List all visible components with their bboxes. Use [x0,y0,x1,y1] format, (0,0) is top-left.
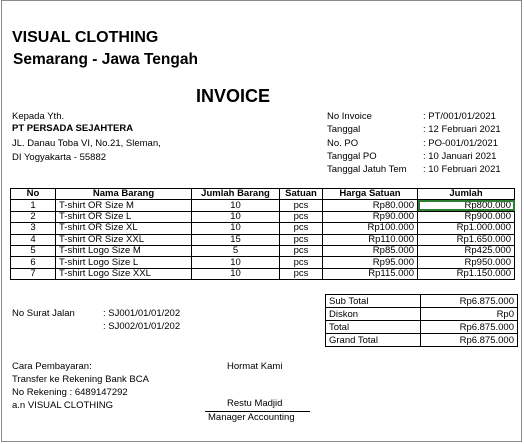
company-city: Semarang - Jawa Tengah [13,51,198,68]
header-quantity: Jumlah Barang [192,189,280,200]
signature-position: Manager Accounting [208,412,295,423]
row-no[interactable]: 3 [11,223,56,234]
row-amount[interactable]: Rp950.000 [418,257,515,268]
row-unit[interactable]: pcs [280,223,323,234]
row-no[interactable]: 4 [11,234,56,245]
header-unit: Satuan [280,189,323,200]
row-no[interactable]: 7 [11,268,56,279]
row-quantity[interactable]: 10 [192,257,280,268]
header-item-name: Nama Barang [56,189,192,200]
meta-value-po-no: : PO-001/01/2021 [423,138,498,149]
subtotal-value[interactable]: Rp6.875.000 [421,295,518,308]
row-item-name[interactable]: T-shirt OR Size XXL [56,234,192,245]
payment-account-name: a.n VISUAL CLOTHING [12,400,114,411]
row-unit[interactable]: pcs [280,245,323,256]
surat-jalan-label: No Surat Jalan [12,308,75,319]
totals-table [325,294,518,347]
recipient-address-2: DI Yogyakarta - 55882 [12,152,107,163]
row-amount[interactable]: Rp1.000.000 [418,223,515,234]
subtotal-label[interactable]: Sub Total [326,295,421,308]
payment-account-no: No Rekening : 6489147292 [12,387,128,398]
surat-jalan-value-2: : SJ002/01/01/202 [103,321,181,332]
row-unit-price[interactable]: Rp95.000 [323,257,418,268]
table-row [11,234,515,245]
totals-row [326,321,518,334]
discount-label[interactable]: Diskon [326,308,421,321]
row-unit-price[interactable]: Rp90.000 [323,211,418,222]
row-item-name[interactable]: T-shirt Logo Size XXL [56,268,192,279]
totals-row [326,295,518,308]
row-quantity[interactable]: 10 [192,200,280,211]
row-unit[interactable]: pcs [280,234,323,245]
row-item-name[interactable]: T-shirt Logo Size L [56,257,192,268]
row-amount[interactable]: Rp1.650.000 [418,234,515,245]
invoice-title: INVOICE [196,86,271,106]
payment-bank: Transfer ke Rekening Bank BCA [12,374,149,385]
grand-total-label[interactable]: Grand Total [326,334,421,347]
header-amount: Jumlah [418,189,515,200]
meta-value-po-date: : 10 Januari 2021 [423,151,497,162]
table-header-row [11,189,515,200]
row-no[interactable]: 2 [11,211,56,222]
items-table [10,188,515,280]
meta-label-po-no: No. PO [327,138,359,149]
row-unit[interactable]: pcs [280,257,323,268]
row-no[interactable]: 6 [11,257,56,268]
meta-label-invoice-no: No Invoice [327,111,372,122]
row-unit[interactable]: pcs [280,200,323,211]
table-row [11,257,515,268]
total-value[interactable]: Rp6.875.000 [421,321,518,334]
totals-row [326,308,518,321]
row-unit[interactable]: pcs [280,268,323,279]
meta-label-date: Tanggal [327,124,361,135]
row-item-name[interactable]: T-shirt OR Size L [56,211,192,222]
row-unit-price[interactable]: Rp100.000 [323,223,418,234]
row-unit-price[interactable]: Rp85.000 [323,245,418,256]
recipient-address-1: JL. Danau Toba VI, No.21, Sleman, [12,138,161,149]
grand-total-value[interactable]: Rp6.875.000 [421,334,518,347]
discount-value[interactable]: Rp0 [421,308,518,321]
table-row [11,200,515,211]
meta-label-due-date: Tanggal Jatuh Tem [327,164,407,175]
row-item-name[interactable]: T-shirt OR Size M [56,200,192,211]
row-item-name[interactable]: T-shirt Logo Size M [56,245,192,256]
row-quantity[interactable]: 10 [192,268,280,279]
total-label[interactable]: Total [326,321,421,334]
table-row [11,245,515,256]
row-quantity[interactable]: 5 [192,245,280,256]
company-name: VISUAL CLOTHING [12,29,159,46]
row-quantity[interactable]: 10 [192,223,280,234]
meta-value-due-date: : 10 Februari 2021 [423,164,501,175]
row-no[interactable]: 1 [11,200,56,211]
row-quantity[interactable]: 10 [192,211,280,222]
meta-value-date: : 12 Februari 2021 [423,124,501,135]
signature-name: Restu Madjid [227,398,283,409]
meta-label-po-date: Tanggal PO [327,151,377,162]
recipient-name: PT PERSADA SEJAHTERA [12,123,134,134]
row-amount-selected-cell[interactable]: Rp800.000 [418,200,515,211]
row-unit-price[interactable]: Rp115.000 [323,268,418,279]
payment-label: Cara Pembayaran: [12,361,92,372]
table-row [11,223,515,234]
recipient-greeting: Kepada Yth. [12,111,65,122]
header-unit-price: Harga Satuan [323,189,418,200]
row-unit-price[interactable]: Rp80.000 [323,200,418,211]
row-amount[interactable]: Rp1.150.000 [418,268,515,279]
row-amount[interactable]: Rp425.000 [418,245,515,256]
table-row [11,268,515,279]
row-unit[interactable]: pcs [280,211,323,222]
totals-row [326,334,518,347]
row-quantity[interactable]: 15 [192,234,280,245]
header-no: No [11,189,56,200]
surat-jalan-value-1: : SJ001/01/01/202 [103,308,181,319]
table-row [11,211,515,222]
row-no[interactable]: 5 [11,245,56,256]
row-amount[interactable]: Rp900.000 [418,211,515,222]
row-item-name[interactable]: T-shirt OR Size XL [56,223,192,234]
signature-greeting: Hormat Kami [227,361,283,372]
meta-value-invoice-no: : PT/001/01/2021 [423,111,496,122]
row-unit-price[interactable]: Rp110.000 [323,234,418,245]
